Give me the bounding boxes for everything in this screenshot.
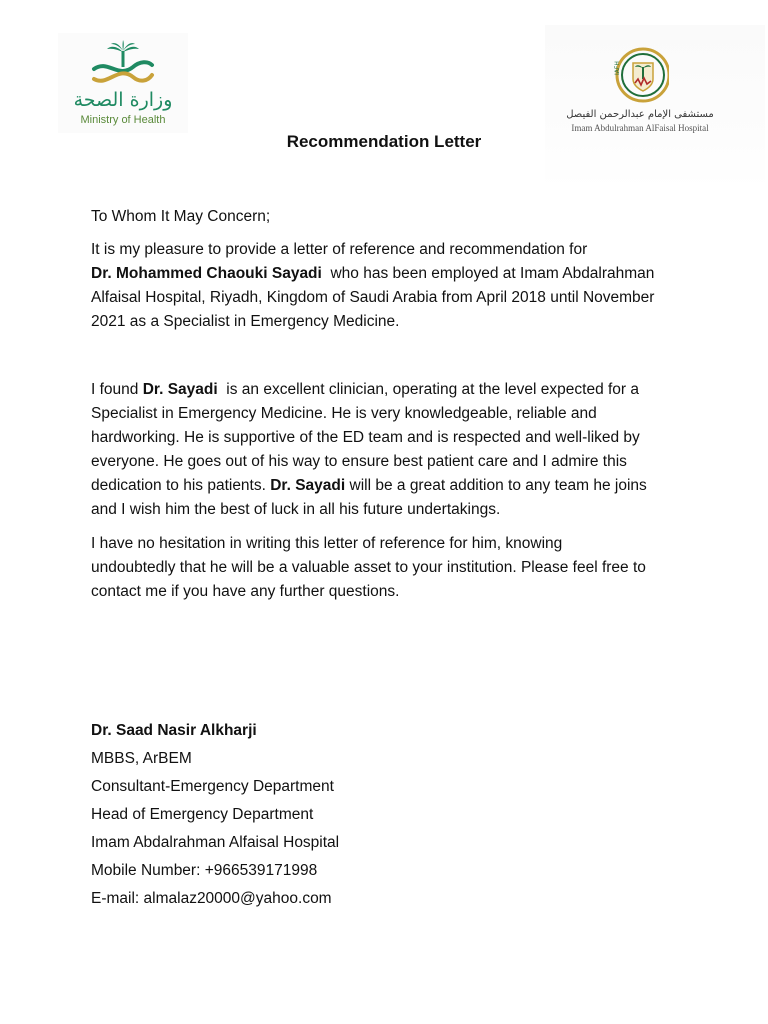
signatory-mobile: Mobile Number: +966539171998 [91,862,318,879]
candidate-short-name: Dr. Sayadi [270,477,346,494]
paragraph-1-line: It is my pleasure to provide a letter of reference and recommendation for [91,241,588,258]
signatory-institution: Imam Abdalrahman Alfaisal Hospital [91,834,340,851]
paragraph-2-line: dedication to his patients. Dr. Sayadi will be a great addition to any team he joins [91,477,647,494]
paragraph-3 [91,532,691,604]
paragraph-3-line: undoubtedly that he will be a valuable asset to your institution. Please feel free to [91,559,646,576]
paragraph-2-line: and I wish him the best of luck in all his future undertakings. [91,501,501,518]
paragraph-1 [91,238,691,334]
candidate-name: Dr. Mohammed Chaouki Sayadi [91,265,322,282]
candidate-short-name: Dr. Sayadi [142,381,218,398]
salutation: To Whom It May Concern; [91,208,271,225]
hospital-english-name: Imam Abdulrahman AlFaisal Hospital [571,123,709,133]
paragraph-2-line: Specialist in Emergency Medicine. He is very knowledgeable, reliable and [91,405,597,422]
signatory-name: Dr. Saad Nasir Alkharji [91,722,257,739]
hospital-arabic-name: مستشفى الإمام عبدالرحمن الفيصل [566,109,714,120]
moh-emblem-icon [88,39,158,89]
paragraph-1-line: Dr. Mohammed Chaouki Sayadi who has been employed at Imam Abdalrahman [91,265,655,282]
paragraph-3-line: I have no hesitation in writing this letter of reference for him, knowing [91,535,563,552]
letter-title: Recommendation Letter [286,132,482,151]
signatory-email: E-mail: almalaz20000@yahoo.com [91,890,332,907]
paragraph-3-line: contact me if you have any further questions. [91,583,400,600]
paragraph-2-line: hardworking. He is supportive of the ED team and is respected and well-liked by [91,429,640,446]
hospital-emblem-icon [607,45,669,105]
moh-arabic-name: وزارة الصحة [73,89,173,111]
paragraph-2 [91,378,691,522]
signatory-credentials: MBBS, ArBEM [91,750,192,767]
moh-english-name: Ministry of Health [80,114,166,126]
ministry-of-health-logo [58,33,188,133]
hospital-logo [545,25,765,190]
paragraph-1-line: 2021 as a Specialist in Emergency Medicine. [91,313,400,330]
signatory-role: Consultant-Emergency Department [91,778,334,795]
paragraph-2-line: I found Dr. Sayadi is an excellent clinician, operating at the level expected for a [91,381,640,398]
paragraph-2-line: everyone. He goes out of his way to ensure best patient care and I admire this [91,453,627,470]
signatory-role: Head of Emergency Department [91,806,314,823]
paragraph-1-line: Alfaisal Hospital, Riyadh, Kingdom of Saudi Arabia from April 2018 until November [91,289,655,306]
hospital-emblem-text: IAFH [614,61,621,75]
